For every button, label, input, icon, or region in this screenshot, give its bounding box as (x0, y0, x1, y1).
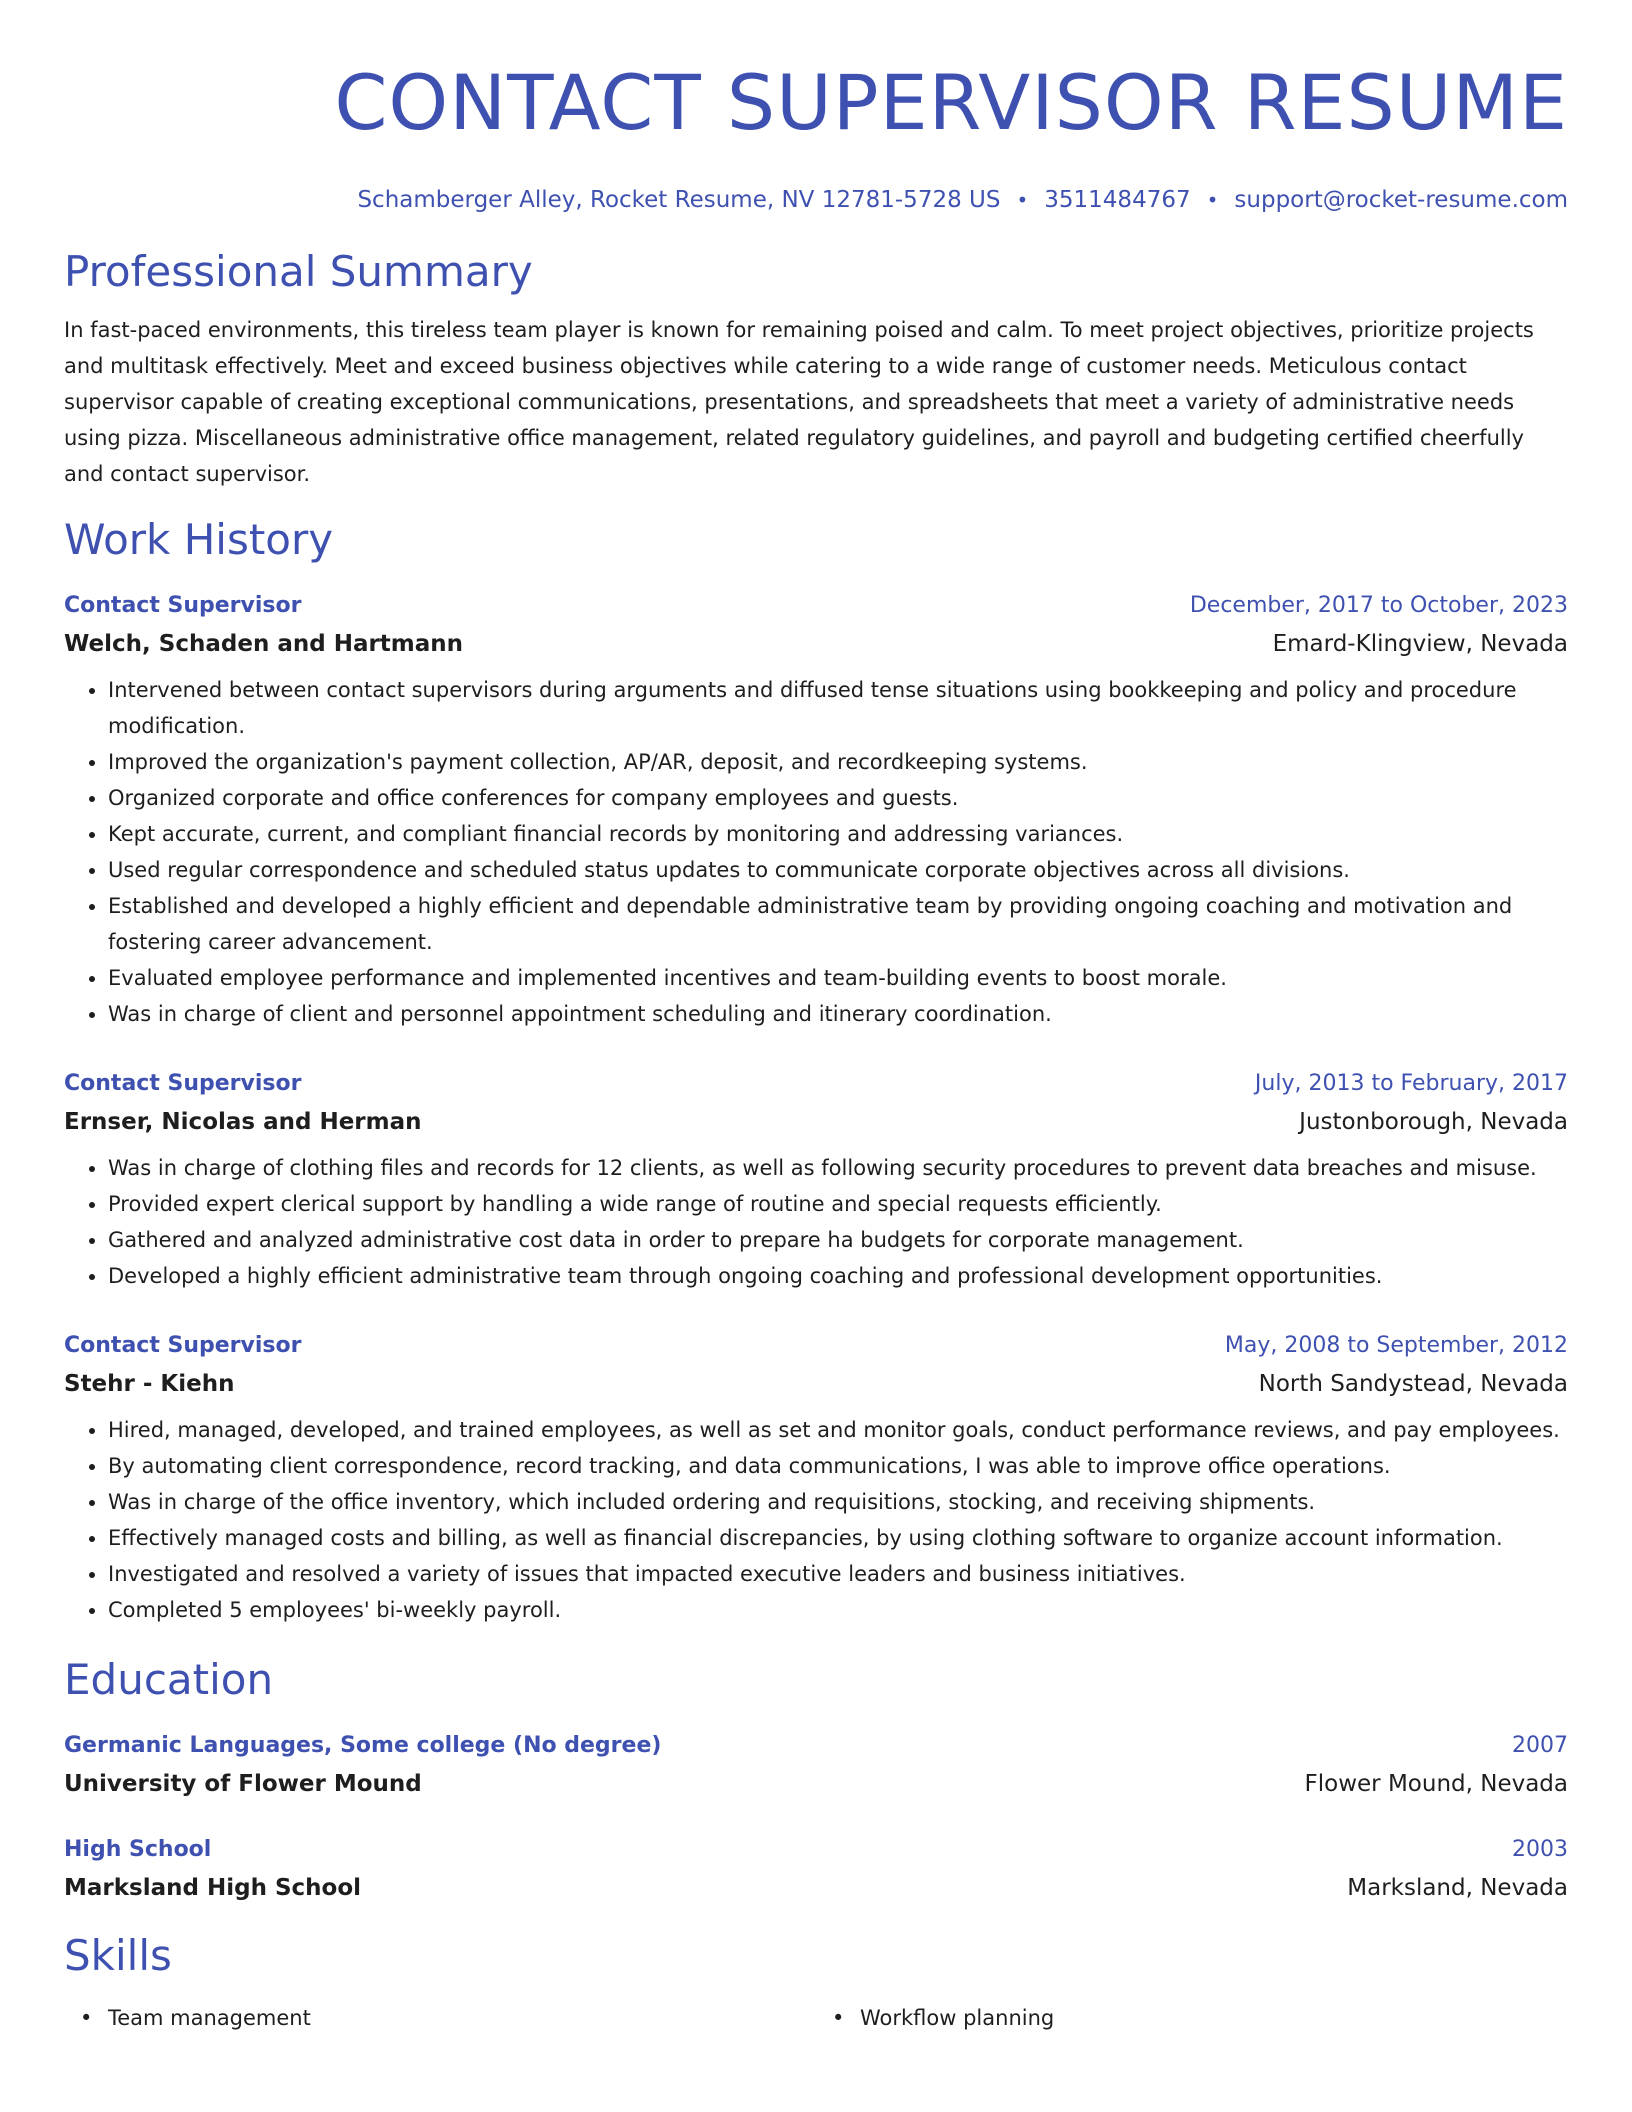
education-section (64, 1650, 1568, 1908)
education-entry (64, 1728, 1568, 1804)
job-bullet-list (64, 1412, 1568, 1628)
job-bullet-list (64, 1150, 1568, 1294)
job-entry (64, 1066, 1568, 1294)
job-bullet: • Was in charge of clothing files and records for 12 clients, as well as following security procedures to prevent data breaches and misuse. (108, 1150, 1568, 1186)
resume-title: CONTACT SUPERVISOR RESUME (334, 58, 1568, 147)
education-year: 2007 (1512, 1733, 1568, 1758)
job-bullet: • Hired, managed, developed, and trained employees, as well as set and monitor goals, conduct performance reviews, and pay employees. (108, 1412, 1568, 1448)
job-bullet: • By automating client correspondence, record tracking, and data communications, I was able to improve office operations. (108, 1448, 1568, 1484)
job-bullet: • Organized corporate and office conferences for company employees and guests. (108, 780, 1568, 816)
summary-text: In fast-paced environments, this tireless team player is known for remaining poised and calm. To meet project objectives, prioritize projects and multitask effectively. Meet and exceed business objectives while catering to a wide range of customer needs. Meticulous contact supervisor capable of creating exceptional communications, presentations, and spreadsheets that meet a variety of administrative needs using pizza. Miscellaneous administrative office management, related regulatory guidelines, and payroll and budgeting certified cheerfully and contact supervisor. (64, 318, 1534, 486)
job-bullet: • Effectively managed costs and billing, as well as financial discrepancies, by using clothing software to organize account information. (108, 1520, 1568, 1556)
education-year: 2003 (1512, 1837, 1568, 1862)
job-location: Emard-Klingview, Nevada (1272, 631, 1568, 657)
education-location: Flower Mound, Nevada (1304, 1771, 1568, 1797)
job-location: North Sandystead, Nevada (1258, 1371, 1568, 1397)
summary-section (64, 242, 1568, 492)
job-bullet: • Gathered and analyzed administrative cost data in order to prepare ha budgets for corporate management. (108, 1222, 1568, 1258)
skills-heading: Skills (64, 1931, 172, 1980)
job-title: Contact Supervisor (64, 1071, 302, 1096)
job-entry (64, 1328, 1568, 1628)
job-company: Welch, Schaden and Hartmann (64, 631, 464, 657)
job-bullet: • Was in charge of client and personnel appointment scheduling and itinerary coordination. (108, 996, 1568, 1032)
education-heading: Education (64, 1655, 274, 1704)
job-location: Justonborough, Nevada (1299, 1109, 1568, 1135)
skill-item: • Team management (64, 2000, 816, 2036)
job-bullet: • Investigated and resolved a variety of issues that impacted executive leaders and business initiatives. (108, 1556, 1568, 1592)
contact-line (64, 182, 1568, 218)
skills-section (64, 1926, 1568, 2036)
job-bullet: • Developed a highly efficient administrative team through ongoing coaching and professional development opportunities. (108, 1258, 1568, 1294)
job-bullet: • Completed 5 employees' bi-weekly payroll. (108, 1592, 1568, 1628)
job-bullet: • Provided expert clerical support by handling a wide range of routine and special requests efficiently. (108, 1186, 1568, 1222)
skills-list (64, 2000, 1568, 2036)
work-history-section (64, 510, 1568, 1628)
education-degree: High School (64, 1837, 212, 1862)
job-bullet: • Intervened between contact supervisors during arguments and diffused tense situations using bookkeeping and policy and procedure modification. (108, 672, 1568, 744)
summary-heading: Professional Summary (64, 247, 533, 296)
contact-email: support@rocket-resume.com (1234, 187, 1568, 213)
job-bullet: • Used regular correspondence and scheduled status updates to communicate corporate objectives across all divisions. (108, 852, 1568, 888)
job-dates: May, 2008 to September, 2012 (1224, 1333, 1568, 1358)
contact-separator: • (1206, 188, 1219, 212)
work-history-heading: Work History (64, 515, 334, 564)
skill-item: • Workflow planning (816, 2000, 1568, 2036)
contact-phone: 3511484767 (1044, 187, 1191, 213)
job-entry (64, 588, 1568, 1032)
education-entry (64, 1832, 1568, 1908)
job-bullet-list (64, 672, 1568, 1032)
job-bullet: • Evaluated employee performance and implemented incentives and team-building events to boost morale. (108, 960, 1568, 996)
job-dates: July, 2013 to February, 2017 (1254, 1071, 1568, 1096)
job-dates: December, 2017 to October, 2023 (1189, 593, 1568, 618)
job-bullet: • Improved the organization's payment collection, AP/AR, deposit, and recordkeeping systems. (108, 744, 1568, 780)
job-bullet: • Kept accurate, current, and compliant financial records by monitoring and addressing variances. (108, 816, 1568, 852)
job-title: Contact Supervisor (64, 1333, 302, 1358)
job-bullet: • Was in charge of the office inventory, which included ordering and requisitions, stocking, and receiving shipments. (108, 1484, 1568, 1520)
contact-address: Schamberger Alley, Rocket Resume, NV 12781-5728 US (357, 187, 1001, 213)
job-bullet: • Established and developed a highly efficient and dependable administrative team by providing ongoing coaching and motivation and fostering career advancement. (108, 888, 1568, 960)
education-school: University of Flower Mound (64, 1771, 422, 1797)
education-location: Marksland, Nevada (1347, 1875, 1568, 1901)
contact-separator: • (1016, 188, 1029, 212)
job-company: Stehr - Kiehn (64, 1371, 235, 1397)
job-title: Contact Supervisor (64, 593, 302, 618)
education-school: Marksland High School (64, 1875, 362, 1901)
job-company: Ernser, Nicolas and Herman (64, 1109, 422, 1135)
education-degree: Germanic Languages, Some college (No degree) (64, 1733, 662, 1758)
